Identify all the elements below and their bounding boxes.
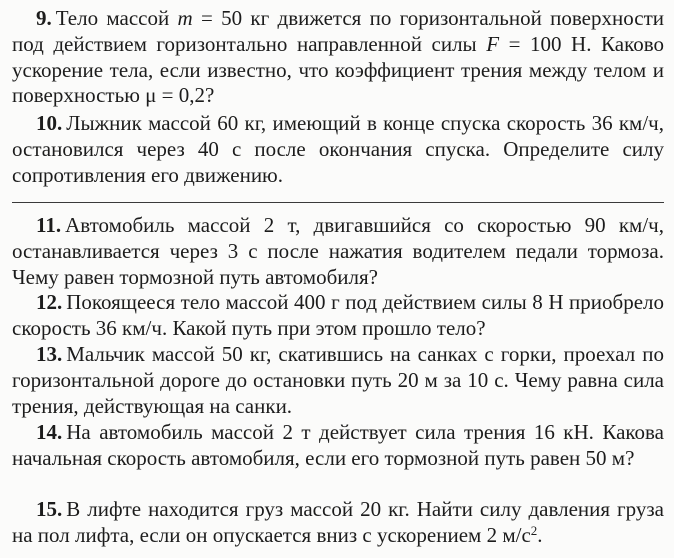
problem-14	[12, 420, 664, 472]
problem-text: Лыжник массой 60 кг, имеющий в конце спуска скорость 36 км/ч, остановился через 40 с после окончания спуска. Определите силу сопротивления его движению.	[12, 111, 664, 187]
problem-text: Покоящееся тело массой 400 г под действием силы 8 Н приобрело скорость 36 км/ч. Какой путь при этом прошло тело?	[12, 290, 664, 340]
problem-11	[12, 213, 664, 290]
problem-15	[12, 497, 664, 549]
problem-text: = 100 Н. Каково ускорение тела, если известно, что коэффициент трения между телом и поверхностью μ = 0,2?	[12, 31, 664, 108]
problem-number: 11.	[36, 213, 62, 237]
problem-number: 10.	[36, 111, 63, 135]
problem-text: Тело массой	[55, 6, 178, 30]
problem-number: 12.	[36, 290, 63, 314]
problem-text: На автомобиль массой 2 т действует сила трения 16 кН. Какова начальная скорость автомобиля, если его тормозной путь равен 50 м?	[12, 420, 664, 470]
problem-9	[12, 6, 664, 109]
problem-number: 9.	[36, 6, 52, 30]
problem-text: В лифте находится груз массой 20 кг. Найти силу давления груза на пол лифта, если он опускается вниз с ускорением 2 м/с	[12, 497, 664, 547]
superscript-exponent: 2	[530, 522, 538, 538]
variable-f: F	[486, 31, 500, 56]
problem-text: = 50 кг движется по горизонтальной поверхности под действием горизонтально направленной силы	[12, 6, 664, 56]
section-divider	[12, 202, 664, 203]
problem-text: Автомобиль массой 2 т, двигавшийся со скоростью 90 км/ч, останавливается через 3 с после нажатия водителем педали тормоза. Чему равен тормозной путь автомобиля?	[12, 213, 664, 289]
problem-number: 13.	[36, 342, 63, 366]
problem-13	[12, 342, 664, 419]
problem-text: .	[537, 522, 543, 547]
problem-12	[12, 290, 664, 342]
problem-number: 15.	[36, 497, 63, 521]
variable-m: m	[177, 6, 193, 30]
problem-text: Мальчик массой 50 кг, скатившись на санках с горки, проехал по горизонтальной дороге до остановки путь 20 м за 10 с. Чему равна сила трения, действующая на санки.	[12, 342, 664, 418]
problem-number: 14.	[36, 420, 63, 444]
problem-10	[12, 111, 664, 188]
